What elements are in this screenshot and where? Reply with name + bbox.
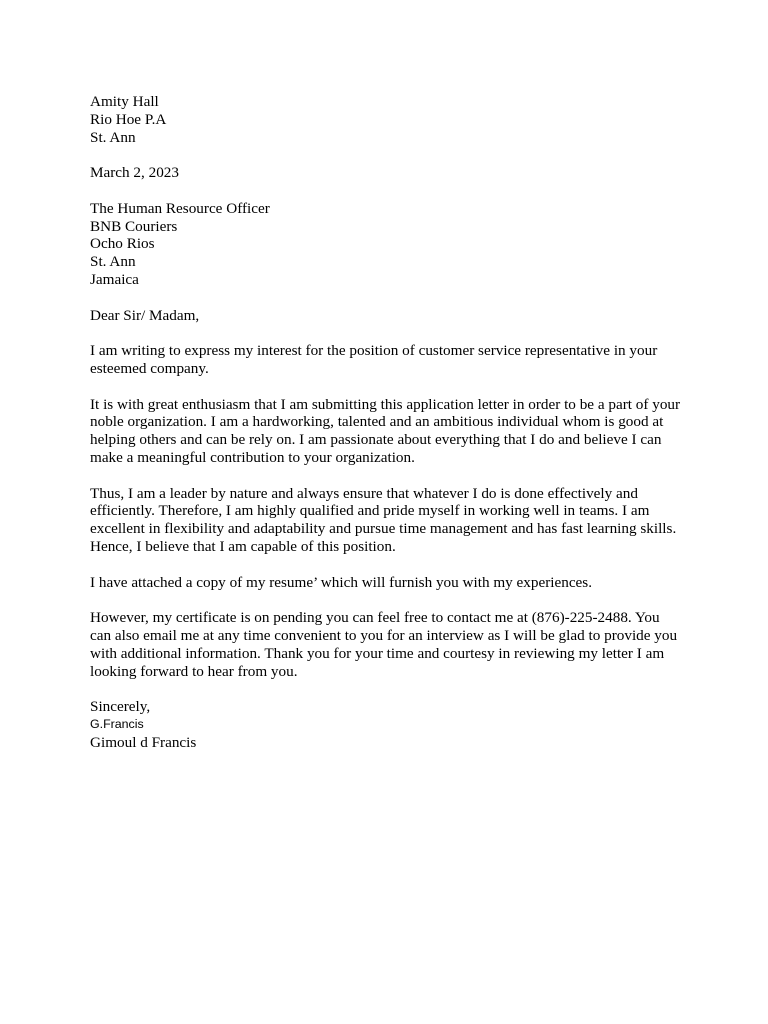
signature-block	[90, 698, 720, 751]
paragraph-line: Thus, I am a leader by nature and always ensure that whatever I do is done effectively and	[90, 484, 638, 502]
cover-letter	[90, 93, 720, 751]
sender-address-line: Rio Hoe P.A	[90, 110, 167, 128]
paragraph-line: It is with great enthusiasm that I am submitting this application letter in order to be a part of your	[90, 395, 681, 413]
salutation: Dear Sir/ Madam,	[90, 306, 200, 324]
sender-address-line: St. Ann	[90, 128, 136, 146]
paragraph-line: However, my certificate is on pending you can feel free to contact me at (876)-225-2488. You	[90, 609, 660, 627]
body-paragraph-contact	[90, 609, 720, 680]
paragraph-line: looking forward to hear from you.	[90, 662, 298, 680]
sender-address-line: Amity Hall	[90, 93, 159, 110]
recipient-address-line: Ocho Rios	[90, 235, 155, 253]
signature: G.Francis	[90, 716, 144, 731]
paragraph-line: esteemed company.	[90, 359, 209, 377]
paragraph-line: excellent in flexibility and adaptability and pursue time management and has fast learning skills.	[90, 520, 677, 538]
paragraph-line: helping others and can be rely on. I am passionate about everything that I do and believe I can	[90, 431, 662, 449]
recipient-address-line: Jamaica	[90, 270, 139, 288]
letter-date: March 2, 2023	[90, 164, 179, 182]
recipient-address-line: The Human Resource Officer	[90, 199, 270, 217]
paragraph-line: efficiently. Therefore, I am highly qualified and pride myself in working well in teams. I am	[90, 502, 650, 520]
body-paragraph-enthusiasm	[90, 396, 720, 467]
paragraph-line: Hence, I believe that I am capable of this position.	[90, 537, 396, 555]
recipient-address-line: St. Ann	[90, 253, 136, 271]
sender-address	[90, 93, 720, 146]
body-paragraph-qualities	[90, 485, 720, 556]
recipient-address	[90, 200, 720, 289]
paragraph-line: can also email me at any time convenient to you for an interview as I will be glad to provide you	[90, 626, 678, 644]
paragraph-line: I am writing to express my interest for the position of customer service representative in your	[90, 342, 658, 360]
closing: Sincerely,	[90, 698, 151, 716]
body-paragraph-intro	[90, 342, 720, 378]
signer-name: Gimoul d Francis	[90, 733, 197, 751]
paragraph-line: with additional information. Thank you for your time and courtesy in reviewing my letter I am	[90, 644, 665, 662]
paragraph-line: noble organization. I am a hardworking, talented and an ambitious individual whom is good at	[90, 413, 664, 431]
paragraph-line: I have attached a copy of my resume’ which will furnish you with my experiences.	[90, 573, 593, 591]
paragraph-line: make a meaningful contribution to your organization.	[90, 448, 415, 466]
recipient-address-line: BNB Couriers	[90, 217, 178, 235]
body-paragraph-resume	[90, 574, 720, 592]
